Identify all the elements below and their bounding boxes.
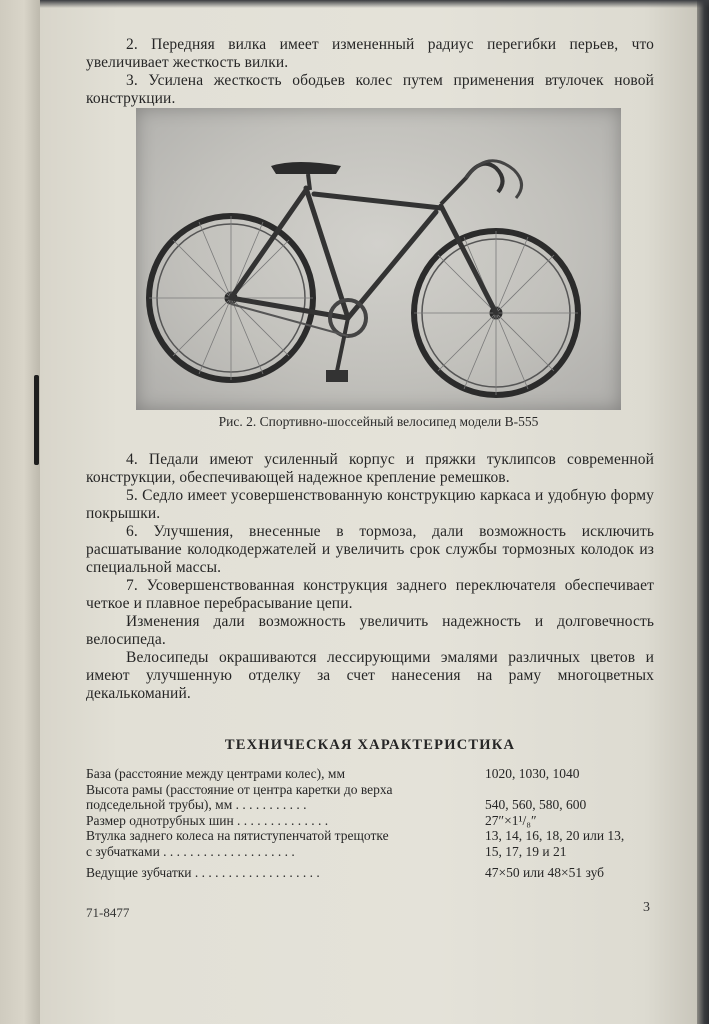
spec-table <box>86 766 666 881</box>
spec-value-line: 1020, 1030, 1040 <box>485 766 580 781</box>
bicycle-illustration <box>136 108 621 410</box>
page-number: 3 <box>643 900 650 915</box>
paragraph-4: 4. Педали имеют усиленный корпус и пряжки туклипсов современной конструкции, обеспечивающей надежное крепление ремешков. <box>86 451 654 486</box>
spec-label-line: Высота рамы (расстояние от центра каретки до верха <box>86 781 393 797</box>
paragraph-3: 3. Усилена жесткость ободьев колес путем применения втулочек новой конструкции. <box>86 72 654 107</box>
spec-label-line: подседельной трубы), мм . . . . . . . . . . . <box>86 797 307 812</box>
book-page <box>40 0 697 1024</box>
spec-value <box>481 797 666 813</box>
paragraph-changes: Изменения дали возможность увеличить надежность и долговечность велосипеда. <box>86 613 654 648</box>
spec-value-line: 27″×1¹/₈″ <box>485 812 537 828</box>
top-paragraphs <box>86 36 654 108</box>
spec-value-line: 15, 17, 19 и 21 <box>485 843 567 859</box>
spec-row <box>86 828 666 859</box>
spec-row <box>86 813 666 829</box>
paragraph-7: 7. Усовершенствованная конструкция заднего переключателя обеспечивает четкое и плавное перебрасывание цепи. <box>86 577 654 612</box>
spec-row <box>86 865 666 881</box>
figure-caption: Рис. 2. Спортивно-шоссейный велосипед модели В-555 <box>218 414 539 429</box>
spec-value-line: 47×50 или 48×51 зуб <box>485 865 605 880</box>
spec-label-line: с зубчатками . . . . . . . . . . . . . . . . . . . . <box>86 843 295 859</box>
paragraph-paint: Велосипеды окрашиваются лессирующими эмалями различных цветов и имеют улучшенную отделку за счет нанесения на раму многоцветных декалькоманий. <box>86 649 654 702</box>
spec-row <box>86 782 666 813</box>
paragraph-2: 2. Передняя вилка имеет измененный радиус перегибки перьев, что увеличивает жесткость вилки. <box>86 36 654 71</box>
paragraph-6: 6. Улучшения, внесенные в тормоза, дали возможность исключить расшатывание колодкодержателей и увеличить срок службы тормозных колодок из специальной массы. <box>86 523 654 576</box>
paragraph-5: 5. Седло имеет усовершенствованную конструкцию каркаса и удобную форму покрышки. <box>86 487 654 522</box>
spec-label-line: Втулка заднего колеса на пятиступенчатой трещотке <box>86 828 389 843</box>
spec-label-line: Ведущие зубчатки . . . . . . . . . . . . . . . . . . . <box>86 865 320 880</box>
spec-value <box>481 813 666 829</box>
spec-value-line: 540, 560, 580, 600 <box>485 797 587 812</box>
spec-label <box>86 828 481 859</box>
spec-label <box>86 865 481 881</box>
bottom-paragraphs <box>86 451 654 703</box>
spec-label <box>86 766 481 782</box>
spec-label-line: База (расстояние между центрами колес), мм <box>86 766 345 781</box>
spec-label-line: Размер однотрубных шин . . . . . . . . . . . . . . <box>86 812 329 828</box>
print-code: 71-8477 <box>86 905 130 920</box>
spec-value-line: 13, 14, 16, 18, 20 или 13, <box>485 828 625 843</box>
binding-mark <box>34 375 39 465</box>
section-title: ТЕХНИЧЕСКАЯ ХАРАКТЕРИСТИКА <box>224 737 516 753</box>
bicycle-photo <box>136 108 621 410</box>
spec-row <box>86 766 666 782</box>
page-edge-shadow <box>697 0 709 1024</box>
top-shadow <box>40 0 709 8</box>
spec-value <box>481 828 666 859</box>
spec-value <box>481 766 666 782</box>
spec-label <box>86 813 481 829</box>
spec-value <box>481 865 666 881</box>
facing-page-edge <box>0 0 40 1024</box>
spec-label <box>86 782 481 813</box>
